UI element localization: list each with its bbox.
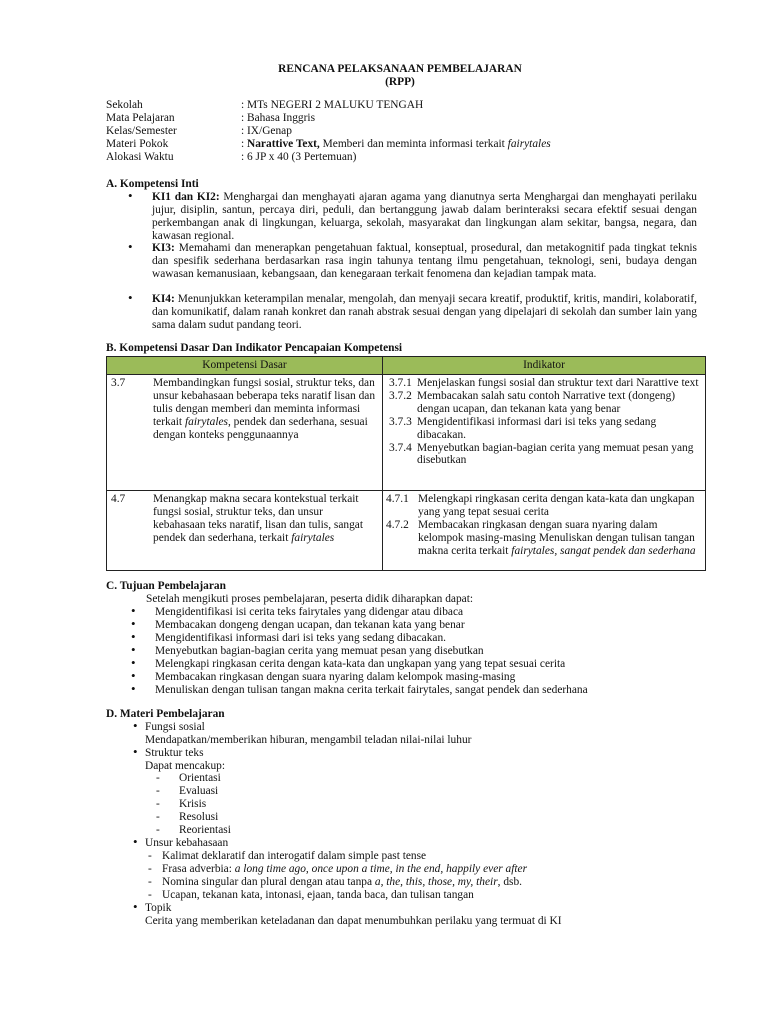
kd-cell [107,491,383,571]
document-title: RENCANA PELAKSANAAN PEMBELAJARAN [278,63,522,75]
fungsi-label: Fungsi sosial [145,721,205,733]
kd-text-main: Membandingkan fungsi sosial, struktur teks, dan unsur kebahasaan beberapa teks naratif lisan dan tulis dengan memberi dan meminta informasi terkait [153,377,376,428]
indikator-item [389,416,701,442]
dash-icon: - [148,889,152,901]
indikator-text: Menjelaskan fungsi sosial dan struktur text dari Narattive text [417,377,699,389]
ki-text: Menghargai dan menghayati ajaran agama yang dianutnya serta Menghargai dan menghayati perilaku jujur, disiplin, santun, percaya diri, peduli, dan bertanggung jawab dalam berinteraksi secara efektif sesuai dengan perkembangan anak di lingkungan, keluarga, sekolah, masyarakat dan lingkungan alam sekitar, bangsa, negara, dan kawasan regional. [152,191,697,242]
identity-value: : 6 JP x 40 (3 Pertemuan) [241,151,357,163]
tujuan-item: Menyebutkan bagian-bagian cerita yang memuat pesan yang disebutkan [155,645,484,657]
bullet-icon: • [131,629,136,644]
unsur-suffix: , dsb. [497,876,523,888]
tujuan-item: Melengkapi ringkasan cerita dengan kata-kata dan ungkapan yang yang tepat sesuai cerita [155,658,566,670]
indikator-number: 3.7.2 [389,389,412,402]
struktur-item: Orientasi [179,772,221,784]
column-header-indikator: Indikator [383,357,706,375]
indikator-item [386,493,701,519]
dash-icon: - [156,798,160,810]
identity-label: Mata Pelajaran [106,112,175,124]
identity-value: : MTs NEGERI 2 MALUKU TENGAH [241,99,424,111]
identity-label: Alokasi Waktu [106,151,174,163]
bullet-icon: • [133,744,138,759]
ki-item [152,293,697,332]
indikator-number: 4.7.1 [386,493,409,505]
indikator-item [389,442,701,468]
struktur-label: Struktur teks [145,747,204,759]
tujuan-item: Membacakan dongeng dengan ucapan, dan tekanan kata yang benar [155,619,465,631]
indikator-text-italic: fairytales, sangat pendek dan sederhana [511,544,696,557]
indikator-text: Melengkapi ringkasan cerita dengan kata-kata dan ungkapan yang yang tepat sesuai cerita [418,493,695,518]
indikator-number: 4.7.2 [386,518,409,531]
struktur-item: Resolusi [179,811,219,823]
tujuan-item: Mengidentifikasi isi cerita teks fairytales yang didengar atau dibaca [155,606,464,618]
indikator-text: Menyebutkan bagian-bagian cerita yang memuat pesan yang disebutkan [417,441,694,467]
bullet-icon: • [131,616,136,631]
indikator-text: Membacakan salah satu contoh Narrative text (dongeng) dengan ucapan, dan tekanan kata yang benar [417,389,676,415]
unsur-item: Ucapan, tekanan kata, intonasi, ejaan, tanda baca, dan tulisan tangan [162,889,474,901]
identity-label: Sekolah [106,99,143,111]
tujuan-item: Menuliskan dengan tulisan tangan makna cerita terkait fairytales, sangat pendek dan sederhana [155,684,588,696]
ki-text: Memahami dan menerapkan pengetahuan faktual, konseptual, prosedural, dan metakognitif pada tingkat teknis dan spesifik sederhana berdasarkan rasa ingin tahunya tentang ilmu pengetahuan, teknologi, seni, budaya dengan wawasan kemanusiaan, kebangsaan, dan kenegaraan terkait fenomena dan kejadian tampak mata. [152,242,697,280]
unsur-label: Unsur kebahasaan [145,837,229,849]
section-d-heading: D. Materi Pembelajaran [106,708,225,720]
identity-label: Kelas/Semester [106,125,177,137]
ki-item [152,242,697,281]
topik-label: Topik [145,902,172,914]
indikator-number: 3.7.3 [389,415,412,428]
table-row [107,491,706,571]
column-header-kd: Kompetensi Dasar [107,357,383,375]
ki-key: KI1 dan KI2: [152,191,220,203]
struktur-item: Krisis [179,798,207,810]
dash-icon: - [156,824,160,836]
kd-cell [107,375,383,491]
identity-label: Materi Pokok [106,138,169,150]
bullet-icon: • [128,188,133,203]
kd-text-italic: fairytales [184,415,228,428]
kd-text-rest: , pendek dan sederhana, sesuai dengan konteks penggunaannya [153,415,368,441]
unsur-italic: a long time ago, once upon a time, in the end, happily ever after [234,863,528,875]
ki-key: KI4: [152,293,175,305]
section-b-heading: B. Kompetensi Dasar Dan Indikator Pencapaian Kompetensi [106,342,403,354]
struktur-intro: Dapat mencakup: [145,760,226,772]
indikator-cell [383,491,706,571]
ki-text: Menunjukkan keterampilan menalar, mengolah, dan menyaji secara kreatif, produktif, kritis, mandiri, kolaboratif, dan komunikatif, dalam ranah konkret dan ranah abstrak sesuai dengan yang dipelajari di sekolah dan sumber lain yang sama dalam sudut pandang teori. [152,293,697,331]
kd-text-italic: fairytales [291,531,335,544]
bullet-icon: • [131,603,136,618]
struktur-item: Reorientasi [179,824,231,836]
identity-value: : IX/Genap [241,125,292,137]
bullet-icon: • [133,718,138,733]
bullet-icon: • [131,668,136,683]
kd-table [106,356,706,571]
unsur-item [162,876,522,889]
dash-icon: - [148,863,152,875]
table-row [107,375,706,491]
materi-rest: Memberi dan meminta informasi terkait [319,138,508,150]
materi-bold: Narattive Text, [247,138,320,150]
indikator-item [389,377,701,390]
indikator-text: Mengidentifikasi informasi dari isi teks yang sedang dibacakan. [417,415,657,441]
indikator-item [386,519,701,558]
section-a-heading: A. Kompetensi Inti [106,178,199,190]
bullet-icon: • [128,239,133,254]
section-c-heading: C. Tujuan Pembelajaran [106,580,226,592]
kd-text [119,377,378,442]
tujuan-item: Membacakan ringkasan dengan suara nyaring dalam kelompok masing-masing [155,671,516,683]
identity-value [241,138,551,151]
indikator-item [389,390,701,416]
kd-text [119,493,378,545]
kd-text-main: Menangkap makna secara kontekstual terkait fungsi sosial, struktur teks, dan unsur kebahasaan teks naratif, lisan dan tulis, sangat pendek dan sederhana, terkait [153,493,364,544]
indikator-cell [383,375,706,491]
tujuan-item: Mengidentifikasi informasi dari isi teks yang sedang dibacakan. [155,632,447,644]
dash-icon: - [148,850,152,862]
document-subtitle: (RPP) [385,76,415,88]
unsur-item: Kalimat deklaratif dan interogatif dalam simple past tense [162,850,427,862]
unsur-item [162,863,527,876]
indikator-text: Membacakan ringkasan dengan suara nyaring dalam kelompok masing-masing Menuliskan dengan tulisan tangan makna cerita terkait [418,518,695,557]
dash-icon: - [156,785,160,797]
bullet-icon: • [131,642,136,657]
bullet-icon: • [133,834,138,849]
dash-icon: - [148,876,152,888]
struktur-item: Evaluasi [179,785,219,797]
topik-text: Cerita yang memberikan keteladanan dan dapat menumbuhkan perilaku yang termuat di KI [145,915,562,927]
dash-icon: - [156,811,160,823]
bullet-icon: • [128,290,133,305]
materi-italic: fairytales [507,138,551,150]
unsur-prefix: Frasa adverbia: [162,863,235,875]
table-header-row [107,357,706,375]
indikator-number: 3.7.1 [389,377,412,389]
kd-number: 4.7 [111,493,126,505]
identity-value: : Bahasa Inggris [241,112,316,124]
bullet-icon: • [131,655,136,670]
bullet-icon: • [133,899,138,914]
ki-item [152,191,697,243]
indikator-number: 3.7.4 [389,441,412,454]
bullet-icon: • [131,681,136,696]
kd-number: 3.7 [111,377,126,389]
ki-key: KI3: [152,242,175,254]
unsur-prefix: Nomina singular dan plural dengan atau tanpa [162,876,375,888]
unsur-italic: a, the, this, those, my, their [374,876,498,888]
section-c-intro: Setelah mengikuti proses pembelajaran, peserta didik diharapkan dapat: [146,593,474,605]
fungsi-text: Mendapatkan/memberikan hiburan, mengambil teladan nilai-nilai luhur [145,734,472,746]
dash-icon: - [156,772,160,784]
value-prefix: : [241,138,248,150]
